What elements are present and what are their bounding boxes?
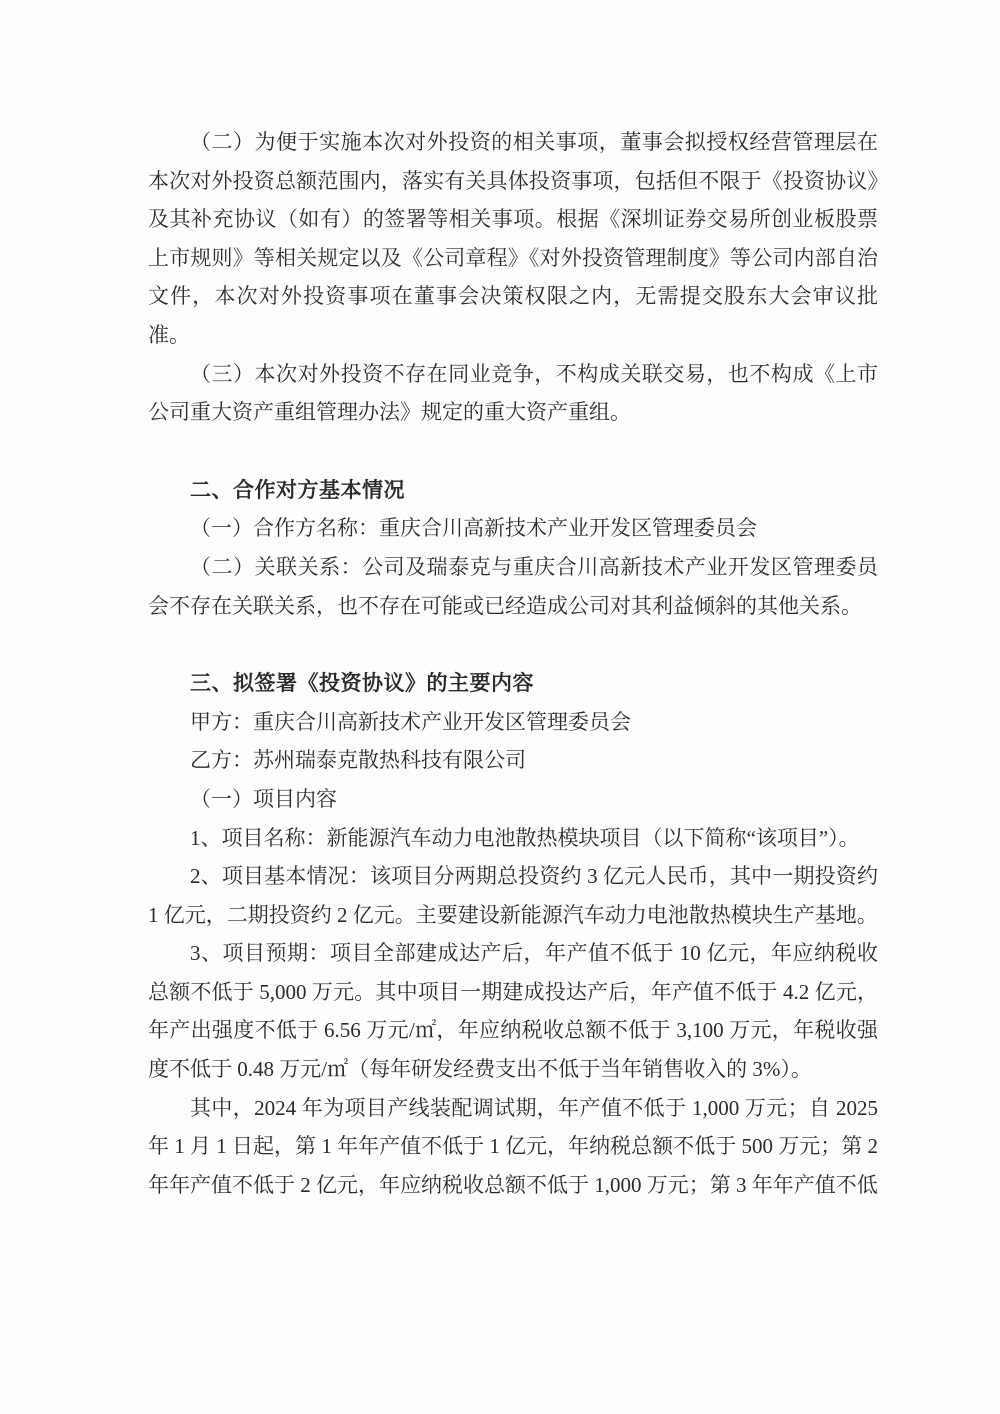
blank-line — [148, 432, 878, 471]
section-heading-partner-info: 二、合作对方基本情况 — [190, 477, 405, 502]
paragraph-authorization: （二）为便于实施本次对外投资的相关事项，董事会拟授权经营管理层在本次对外投资总额范围内，落实有关具体投资事项，包括但不限于《投资协议》及其补充协议（如有）的签署等相关事项。根据《深圳证券交易所创业板股票上市规则》等相关规定以及《公司章程》《对外投资管理制度》等公司内部自治文件，本次对外投资事项在董事会决策权限之内，无需提交股东大会审议批准。 — [148, 130, 878, 347]
paragraph-project-basics: 2、项目基本情况：该项目分两期总投资约 3 亿元人民币，其中一期投资约 1 亿元，二期投资约 2 亿元。主要建设新能源汽车动力电池散热模块生产基地。 — [148, 864, 878, 927]
paragraph-partner-name: （一）合作方名称：重庆合川高新技术产业开发区管理委员会 — [190, 516, 757, 541]
paragraph-project-name: 1、项目名称：新能源汽车动力电池散热模块项目（以下简称“该项目”）。 — [190, 825, 860, 850]
paragraph-party-b: 乙方：苏州瑞泰克散热科技有限公司 — [190, 748, 526, 773]
paragraph-no-related-transaction: （三）本次对外投资不存在同业竞争，不构成关联交易，也不构成《上市公司重大资产重组管理办法》规定的重大资产重组。 — [148, 361, 878, 425]
paragraph-annual-targets: 其中，2024 年为项目产线装配调试期，年产值不低于 1,000 万元；自 2025 年 1 月 1 日起，第 1 年年产值不低于 1 亿元，年纳税总额不低于 500 万元；第 2 年年产值不低于 2 亿元，年应纳税收总额不低于 1,000 万元；第 3 年年产值不低 — [148, 1095, 878, 1197]
paragraph-relationship: （二）关联关系：公司及瑞泰克与重庆合川高新技术产业开发区管理委员会不存在关联关系，也不存在可能或已经造成公司对其利益倾斜的其他关系。 — [148, 554, 878, 618]
paragraph-project-expectations: 3、项目预期：项目全部建成达产后，年产值不低于 10 亿元，年应纳税收总额不低于 5,000 万元。其中项目一期建成投达产后，年产值不低于 4.2 亿元，年产出强度不低于 6.56 万元/㎡，年应纳税收总额不低于 3,100 万元，年税收强度不低于 0.48 万元/㎡（每年研发经费支出不低于当年销售收入的 3%）。 — [148, 941, 878, 1082]
paragraph-party-a: 甲方：重庆合川高新技术产业开发区管理委员会 — [190, 709, 631, 734]
section-heading-agreement-content: 三、拟签署《投资协议》的主要内容 — [190, 671, 534, 696]
blank-line — [148, 625, 878, 664]
paragraph-project-content-title: （一）项目内容 — [190, 786, 337, 811]
